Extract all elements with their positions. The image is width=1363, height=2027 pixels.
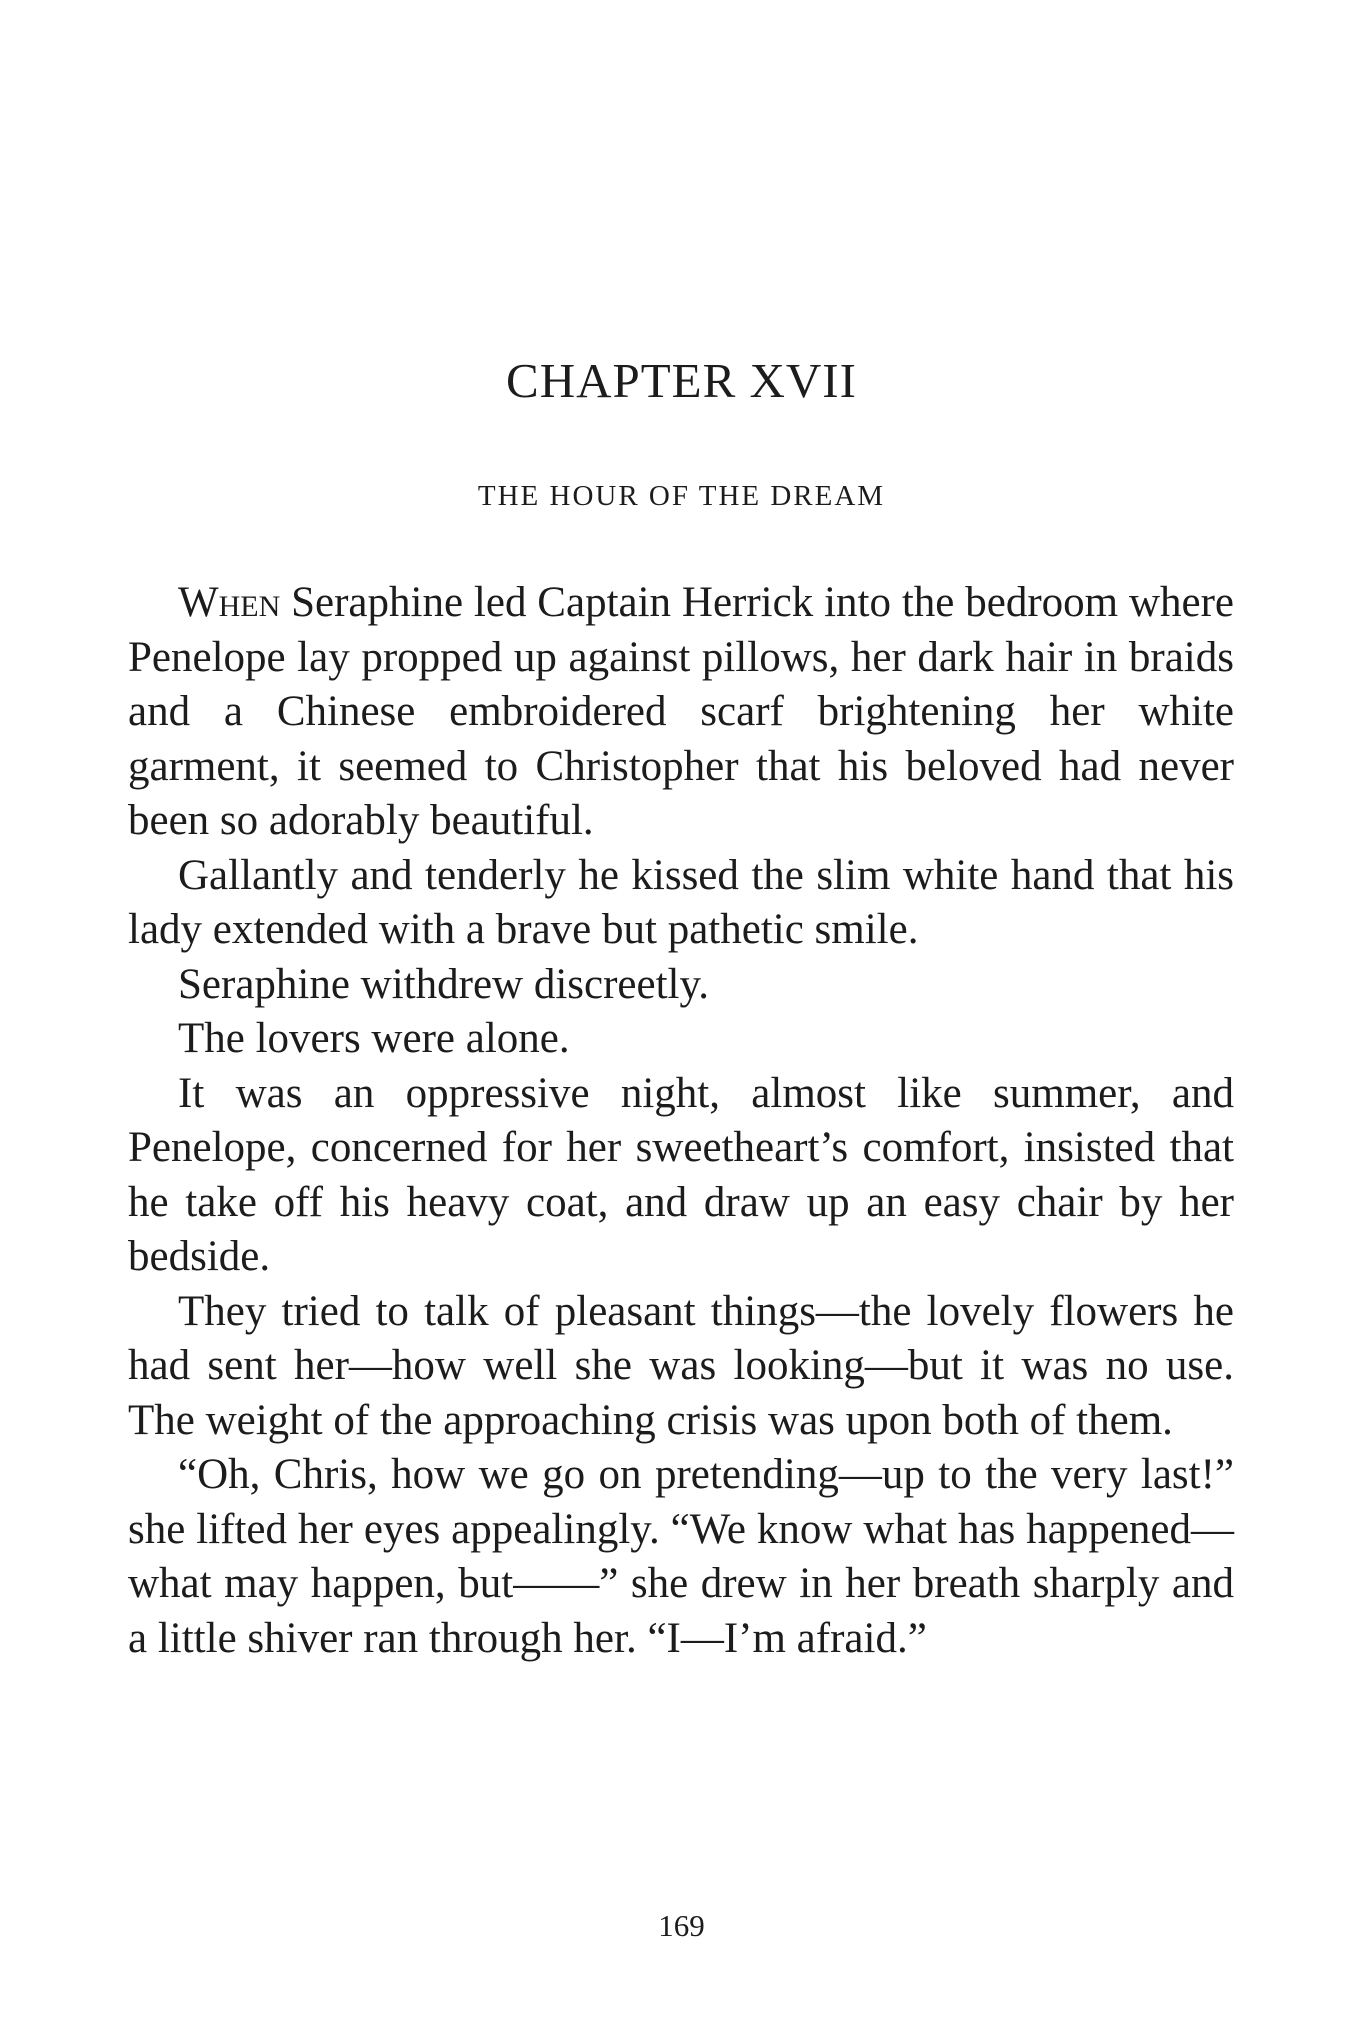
chapter-body — [128, 576, 1234, 1666]
page-number: 169 — [658, 1908, 705, 1943]
paragraph-2: Gallantly and tenderly he kissed the slim white hand that his lady extended with a brave but pathetic smile. — [128, 851, 1234, 953]
chapter-title: CHAPTER XVII — [506, 353, 857, 408]
paragraph-5: It was an oppressive night, almost like summer, and Penelope, concerned for her sweetheart’s comfort, insisted that he take off his heavy coat, and draw up an easy chair by her bedside. — [128, 1069, 1234, 1280]
chapter-subtitle: THE HOUR OF THE DREAM — [477, 480, 886, 512]
paragraph-4: The lovers were alone. — [178, 1015, 570, 1062]
paragraph-7: “Oh, Chris, how we go on pretending—up to the very last!” she lifted her eyes appealingly. “We know what has happened—what may happen, but——” she drew in her breath sharply and a little shiver ran through her. “I—I’m afraid.” — [128, 1451, 1234, 1662]
paragraph-text: Seraphine led Captain Herrick into the bedroom where Penelope lay propped up against pillows, her dark hair in braids and a Chinese embroidered scarf brightening her white garment, it seemed to Christopher that his beloved had never been so adorably beautiful. — [128, 579, 1234, 844]
paragraph-6: They tried to talk of pleasant things—the lovely flowers he had sent her—how well she was looking—but it was no use. The weight of the approaching crisis was upon both of them. — [128, 1287, 1234, 1444]
paragraph-3: Seraphine withdrew discreetly. — [178, 960, 709, 1008]
drop-word: When — [178, 579, 281, 626]
paragraph-1 — [128, 576, 1234, 849]
